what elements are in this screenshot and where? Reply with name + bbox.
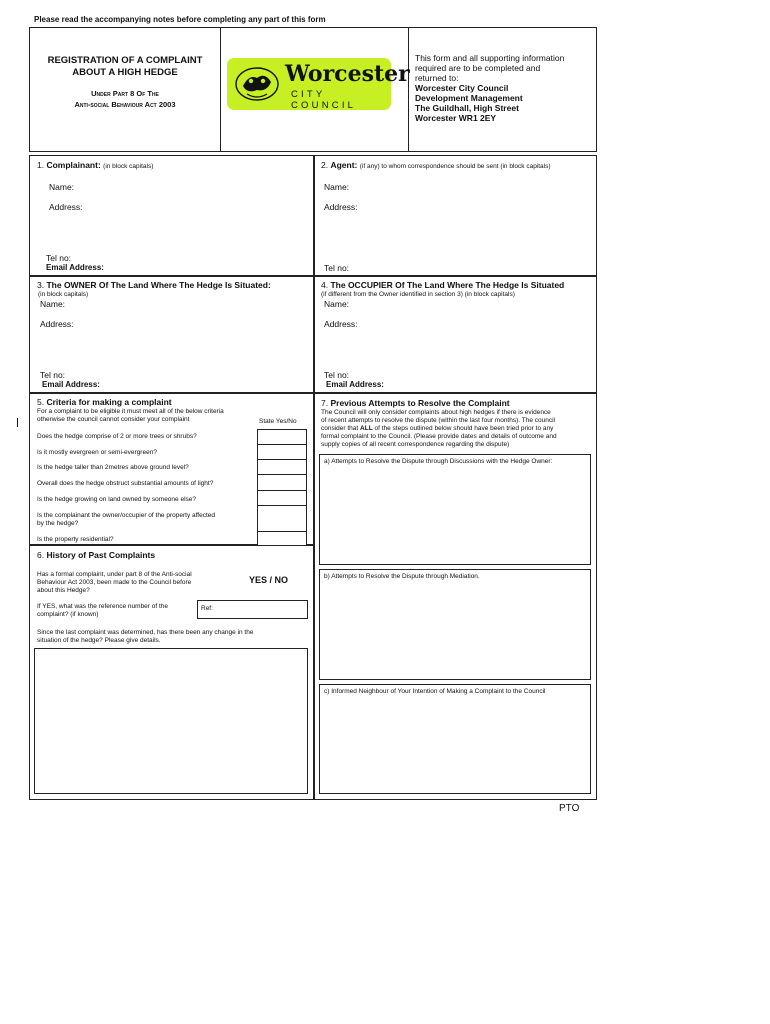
title-line-2: ABOUT A HIGH HEDGE [72,67,178,78]
criteria-heading: 5. Criteria for making a complaint [37,397,172,407]
agent-heading: 2. Agent: (if any) to whom correspondence should be sent (in block capitals) [321,160,551,170]
owner-name-label: Name: [40,299,66,309]
council-logo [227,58,410,111]
ref-label: Ref: [201,605,213,612]
section-occupier [314,276,597,393]
address-line-1: Worcester City Council [415,83,509,93]
header-divider-left [220,27,221,152]
info-line-1: This form and all supporting information [415,53,565,63]
informed-neighbour-label: c) Informed Neighbour of Your Intention of Making a Complaint to the Council [324,688,546,695]
act-reference [30,88,220,110]
criterion-q3-answer[interactable] [257,459,307,475]
info-line-3: returned to: [415,73,459,83]
criterion-q3: Is the hedge taller than 2metres above ground level? [37,464,189,471]
attempts-discussion-field[interactable] [319,454,591,565]
title-line-1: REGISTRATION OF A COMPLAINT [47,55,203,66]
criterion-q5: Is the hedge growing on land owned by someone else? [37,496,196,503]
return-info [415,53,564,123]
criterion-q6: Is the complainant the owner/occupier of the property affected by the hedge? [37,512,216,527]
criteria-intro: For a complaint to be eligible it must meet all of the below criteria otherwise the council cannot consider your complaint [37,408,224,423]
attempts-heading: 7. Previous Attempts to Resolve the Complaint [321,398,510,408]
occupier-name-label: Name: [324,299,350,309]
notice-text: Please read the accompanying notes before completing any part of this form [34,15,326,24]
criterion-q4-answer[interactable] [257,474,307,491]
complainant-tel-label: Tel no: [46,253,72,263]
owner-tel-label: Tel no: [40,370,66,380]
section-agent [314,155,597,276]
history-yes-no[interactable]: YES / NO [249,575,289,585]
history-q1: Has a formal complaint, under part 8 of the Anti-social Behaviour Act 2003, been made to the Council before about this Hedge? [37,571,192,594]
agent-name-label: Name: [324,182,350,192]
owner-address-label: Address: [40,319,74,329]
complainant-name-label: Name: [49,182,75,192]
informed-neighbour-field[interactable] [319,684,591,794]
criterion-q4: Overall does the hedge obstruct substantial amounts of light? [37,480,214,487]
criterion-q6-answer[interactable] [257,505,307,532]
attempts-intro: The Council will only consider complaints about high hedges if there is evidence of recent attempts to resolve the dispute (within the last four months). The council consider that ALL of the steps outlined below should have been tried prior to any formal complaint to the Council. (Please provide dates and details of outcome and supply copies of all recent correspondence regarding the dispute) [321,409,557,448]
criterion-q5-answer[interactable] [257,490,307,506]
occupier-address-label: Address: [324,319,358,329]
agent-tel-label: Tel no: [324,263,350,273]
address-line-3: The Guildhall, High Street [415,103,519,113]
crest-icon [233,64,281,104]
complainant-email-label: Email Address: [46,263,104,272]
logo-wordmark: Worcester [285,61,410,87]
address-line-4: Worcester WR1 2EY [415,113,497,123]
owner-note: (in block capitals) [38,291,89,298]
margin-mark [17,418,18,427]
criterion-q7-answer[interactable] [257,531,307,546]
attempts-mediation-label: b) Attempts to Resolve the Dispute through Mediation. [324,573,480,580]
complainant-address-label: Address: [49,202,83,212]
section-owner [29,276,314,393]
occupier-tel-label: Tel no: [324,370,350,380]
hedge-change-details-field[interactable] [34,648,308,794]
occupier-email-label: Email Address: [326,380,384,389]
reference-number-field[interactable] [197,600,308,619]
state-yes-no-label: State Yes/No [259,418,297,425]
owner-heading: 3. The OWNER Of The Land Where The Hedge Is Situated: [37,280,271,290]
history-heading: 6. History of Past Complaints [37,550,156,560]
criterion-q2-answer[interactable] [257,444,307,460]
criterion-q7: Is the property residential? [37,536,114,543]
act-line-2: Anti-social Behaviour Act 2003 [74,100,176,109]
complainant-heading: 1. Complainant: (in block capitals) [37,160,154,170]
history-q3: Since the last complaint was determined, has there been any change in the situation of the hedge? Please give details. [37,629,254,644]
occupier-heading: 4. The OCCUPIER Of The Land Where The Hedge Is Situated [321,280,565,290]
agent-address-label: Address: [324,202,358,212]
section-complainant [29,155,314,276]
info-line-2: required are to be completed and [415,63,541,73]
address-line-2: Development Management [415,93,523,103]
pto-label: PTO [559,803,580,814]
form-title [30,55,220,79]
criterion-q2: Is it mostly evergreen or semi-evergreen? [37,449,157,456]
act-line-1: Under Part 8 Of The [91,89,159,98]
attempts-discussion-label: a) Attempts to Resolve the Dispute through Discussions with the Hedge Owner: [324,458,553,465]
header-divider-right [408,27,409,152]
occupier-note: (if different from the Owner identified in section 3) (in block capitals) [321,291,515,298]
criterion-q1-answer[interactable] [257,429,307,445]
owner-email-label: Email Address: [42,380,100,389]
attempts-mediation-field[interactable] [319,569,591,680]
history-q2: If YES, what was the reference number of the complaint? (if known) [37,603,169,618]
criterion-q1: Does the hedge comprise of 2 or more trees or shrubs? [37,433,197,440]
logo-subtitle: CITY COUNCIL [291,89,357,111]
